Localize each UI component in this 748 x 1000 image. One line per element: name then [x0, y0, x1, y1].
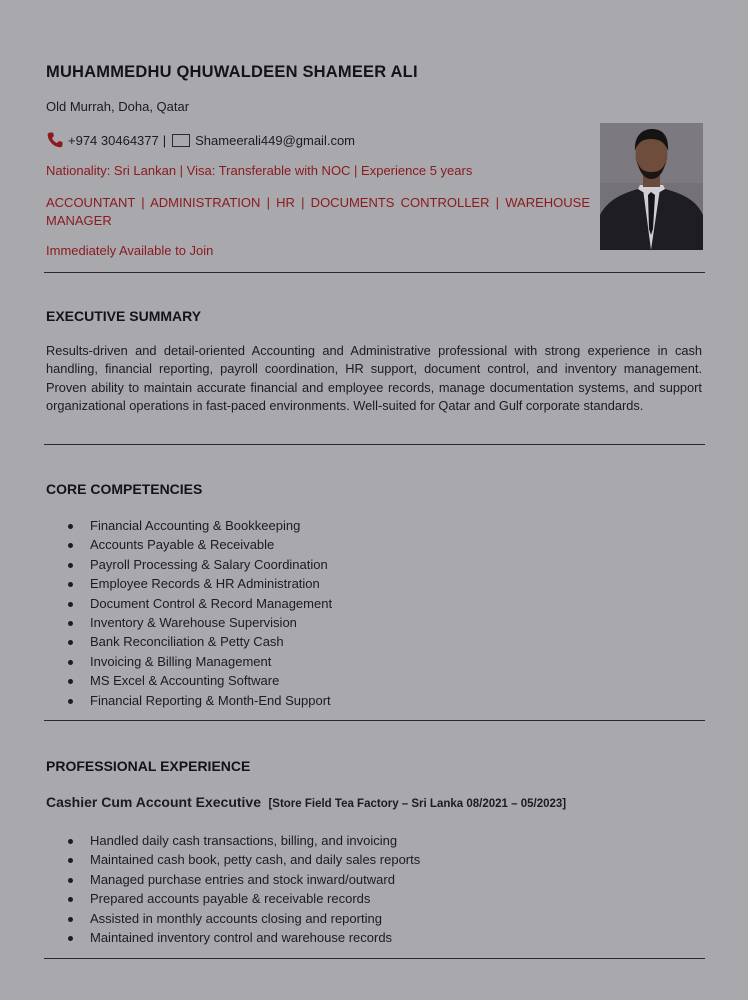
- list-item: [46, 889, 420, 908]
- bullet-icon: [68, 563, 73, 568]
- list-item: [46, 671, 332, 690]
- list-item: [46, 691, 332, 710]
- competency-text: Bank Reconciliation & Petty Cash: [90, 634, 284, 650]
- job-duties-list: [46, 831, 420, 947]
- competency-text: Inventory & Warehouse Supervision: [90, 614, 297, 630]
- duty-text: Managed purchase entries and stock inward/outward: [90, 871, 395, 887]
- job-title: Cashier Cum Account Executive: [46, 794, 261, 810]
- bullet-icon: [68, 699, 73, 704]
- availability-line: Immediately Available to Join: [46, 243, 214, 258]
- list-item: [46, 909, 420, 928]
- list-item: [46, 632, 332, 651]
- duty-text: Assisted in monthly accounts closing and reporting: [90, 910, 382, 926]
- bullet-icon: [68, 524, 73, 529]
- divider-summary: [44, 444, 705, 445]
- competencies-heading: CORE COMPETENCIES: [46, 481, 203, 497]
- job-heading: [46, 794, 566, 812]
- nationality-visa-line: Nationality: Sri Lankan | Visa: Transferable with NOC | Experience 5 years: [46, 163, 473, 178]
- mail-icon: [172, 134, 190, 147]
- competency-text: Invoicing & Billing Management: [90, 653, 272, 669]
- list-item: [46, 870, 420, 889]
- profile-photo: [600, 123, 703, 250]
- list-item: [46, 535, 332, 554]
- divider-experience: [44, 958, 705, 959]
- phone-number: +974 30464377: [68, 132, 159, 148]
- bullet-icon: [68, 878, 73, 883]
- divider-competencies: [44, 720, 705, 721]
- experience-heading: PROFESSIONAL EXPERIENCE: [46, 758, 251, 774]
- duty-text: Maintained inventory control and warehouse records: [90, 929, 393, 945]
- candidate-name: MUHAMMEDHU QHUWALDEEN SHAMEER ALI: [46, 63, 418, 81]
- bullet-icon: [68, 917, 73, 922]
- divider-header: [44, 272, 705, 273]
- address: Old Murrah, Doha, Qatar: [46, 99, 190, 114]
- job-employer-dates: [Store Field Tea Factory – Sri Lanka 08/2021 – 05/2023]: [268, 798, 567, 810]
- list-item: [46, 652, 332, 671]
- competency-text: Accounts Payable & Receivable: [90, 537, 275, 553]
- phone-icon: [46, 131, 64, 149]
- bullet-icon: [68, 679, 73, 684]
- bullet-icon: [68, 543, 73, 548]
- bullet-icon: [68, 897, 73, 902]
- bullet-icon: [68, 936, 73, 941]
- target-roles: ACCOUNTANT | ADMINISTRATION | HR | DOCUMENTS CONTROLLER | WAREHOUSE MANAGER: [46, 195, 590, 228]
- list-item: [46, 516, 332, 535]
- bullet-icon: [68, 621, 73, 626]
- bullet-icon: [68, 839, 73, 844]
- competency-text: Payroll Processing & Salary Coordination: [90, 556, 328, 572]
- list-item: [46, 850, 420, 869]
- bullet-icon: [68, 858, 73, 863]
- duty-text: Handled daily cash transactions, billing, and invoicing: [90, 833, 398, 848]
- competency-text: Document Control & Record Management: [90, 595, 333, 611]
- list-item: [46, 555, 332, 574]
- list-item: [46, 574, 332, 593]
- list-item: [46, 594, 332, 613]
- competency-text: MS Excel & Accounting Software: [90, 673, 280, 689]
- list-item: [46, 613, 332, 632]
- bullet-icon: [68, 640, 73, 645]
- list-item: [46, 831, 420, 850]
- duty-text: Prepared accounts payable & receivable records: [90, 891, 371, 907]
- competency-text: Financial Reporting & Month-End Support: [90, 692, 331, 708]
- summary-text: Results-driven and detail-oriented Accounting and Administrative professional with strong experience in cash handling, financial reporting, payroll coordination, HR support, document control, and inventory management. Proven ability to maintain accurate financial and employee records, manage documentation systems, and support organizational operations in fast-paced environments. Well-suited for Qatar and Gulf corporate standards.: [46, 343, 702, 414]
- competency-text: Employee Records & HR Administration: [90, 576, 320, 592]
- bullet-icon: [68, 582, 73, 587]
- competency-text: Financial Accounting & Bookkeeping: [90, 518, 301, 533]
- bullet-icon: [68, 660, 73, 665]
- contact-separator: |: [162, 132, 167, 148]
- competencies-list: [46, 516, 332, 710]
- contact-line: [46, 131, 355, 149]
- bullet-icon: [68, 602, 73, 607]
- summary-heading: EXECUTIVE SUMMARY: [46, 308, 202, 324]
- duty-text: Maintained cash book, petty cash, and daily sales reports: [90, 852, 421, 868]
- list-item: [46, 928, 420, 947]
- email-address: Shameerali449@gmail.com: [195, 132, 356, 148]
